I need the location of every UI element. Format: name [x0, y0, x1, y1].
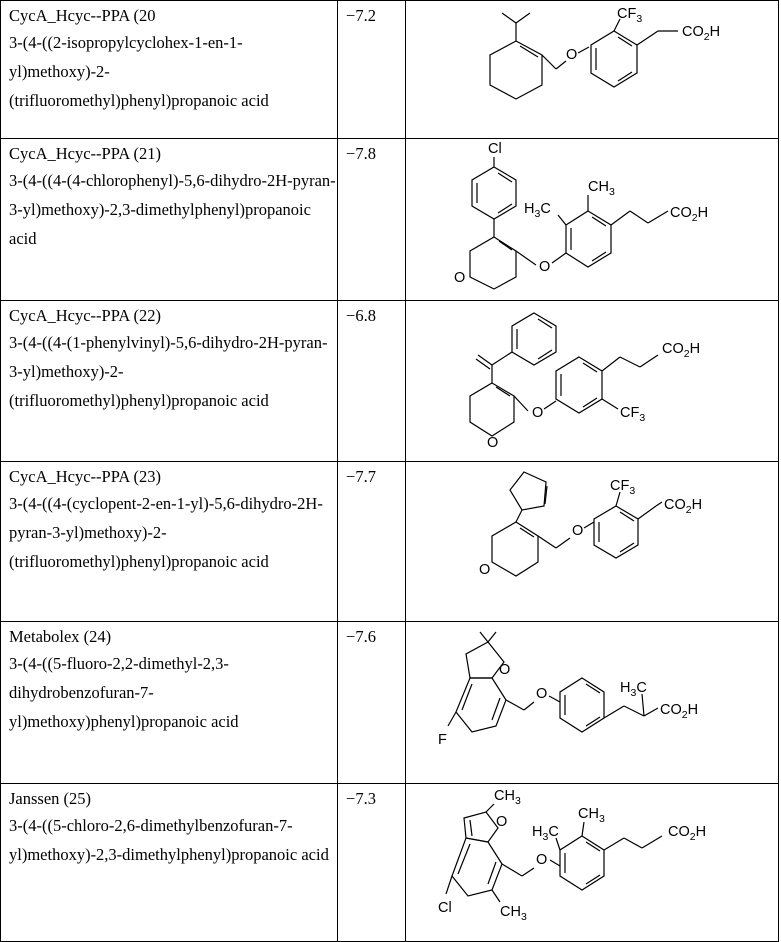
table-row	[1, 301, 779, 462]
compound-name-cell	[1, 784, 338, 942]
iupac-name: 3-(4-((4-(1-phenylvinyl)-5,6-dihydro-2H-pyran-3-yl)methoxy)-2-(trifluoromethyl)phenyl)propanoic acid	[9, 333, 328, 410]
atom-cf3: $CF_3$	[609, 478, 636, 497]
atom-h3c: $H_3C$	[619, 680, 647, 699]
structure-cell	[405, 139, 778, 301]
atom-o-ring: O	[486, 435, 499, 451]
structure-cell	[405, 1, 778, 139]
table-row	[1, 139, 779, 301]
docking-score: −6.8	[338, 301, 406, 462]
atom-o-ring: O	[478, 562, 491, 578]
atom-cf3: $CF_3$	[619, 405, 646, 424]
docking-score: −7.8	[338, 139, 406, 301]
structure-cell	[405, 462, 778, 622]
docking-score: −7.7	[338, 462, 406, 622]
compound-label: CycA_Hcyc--PPA (23)	[9, 467, 162, 486]
chemical-structure	[406, 139, 778, 299]
docking-score: −7.3	[338, 784, 406, 942]
atom-h3c: $H_3C$	[531, 824, 559, 843]
atom-f: F	[437, 732, 447, 748]
compound-label: Metabolex (24)	[9, 627, 112, 646]
compound-label: CycA_Hcyc--PPA (22)	[9, 306, 162, 325]
table-row	[1, 462, 779, 622]
structure-cell	[405, 301, 778, 462]
chemical-structure	[406, 784, 778, 940]
atom-o-ring: O	[498, 662, 511, 678]
iupac-name: 3-(4-((4-(cyclopent-2-en-1-yl)-5,6-dihydro-2H-pyran-3-yl)methoxy)-2-(trifluoromethyl)phenyl)propanoic acid	[9, 494, 323, 571]
atom-cf3: $CF_3$	[616, 6, 643, 25]
compound-name-cell	[1, 301, 338, 462]
table-row	[1, 784, 779, 942]
chemical-structure	[406, 462, 778, 620]
atom-o-ring: O	[495, 814, 508, 830]
atom-o-ether: O	[535, 852, 548, 868]
compound-label: CycA_Hcyc--PPA (21)	[9, 144, 162, 163]
compound-name-cell	[1, 1, 338, 139]
structure-cell	[405, 784, 778, 942]
structure-cell	[405, 622, 778, 784]
atom-ch3-top: $CH_3$	[493, 788, 521, 807]
atom-co2h: $CO_2H$	[681, 24, 721, 43]
atom-co2h: $CO_2H$	[667, 824, 707, 843]
atom-cl: Cl	[437, 900, 452, 916]
atom-co2h: $CO_2H$	[661, 341, 701, 360]
docking-score: −7.2	[338, 1, 406, 139]
atom-ch3: $CH_3$	[577, 806, 605, 825]
atom-o: O	[565, 47, 578, 63]
atom-ch3-bottom: $CH_3$	[499, 904, 527, 923]
atom-o-ether: O	[535, 686, 548, 702]
compound-name-cell	[1, 462, 338, 622]
compound-label: Janssen (25)	[9, 789, 92, 808]
iupac-name: 3-(4-((4-(4-chlorophenyl)-5,6-dihydro-2H-pyran-3-yl)methoxy)-2,3-dimethylphenyl)propanoic acid	[9, 171, 336, 248]
chemical-structure	[406, 301, 778, 460]
atom-o-ring: O	[453, 270, 466, 286]
atom-co2h: $CO_2H$	[659, 702, 699, 721]
atom-o-ether: O	[531, 405, 544, 421]
iupac-name: 3-(4-((2-isopropylcyclohex-1-en-1-yl)methoxy)-2-(trifluoromethyl)phenyl)propanoic acid	[9, 33, 269, 110]
iupac-name: 3-(4-((5-fluoro-2,2-dimethyl-2,3-dihydrobenzofuran-7-yl)methoxy)phenyl)propanoic acid	[9, 654, 239, 731]
atom-o-ether: O	[571, 523, 584, 539]
iupac-name: 3-(4-((5-chloro-2,6-dimethylbenzofuran-7-yl)methoxy)-2,3-dimethylphenyl)propanoic acid	[9, 816, 329, 864]
compound-label: CycA_Hcyc--PPA (20	[9, 6, 156, 25]
docking-score: −7.6	[338, 622, 406, 784]
atom-co2h: $CO_2H$	[663, 497, 703, 516]
table-row	[1, 622, 779, 784]
compound-name-cell	[1, 622, 338, 784]
atom-h3c: $H_3C$	[523, 201, 551, 220]
chemical-structure	[406, 622, 778, 782]
atom-co2h: $CO_2H$	[669, 205, 709, 224]
atom-o-ether: O	[538, 259, 551, 275]
atom-cl: Cl	[487, 141, 502, 157]
atom-ch3: $CH_3$	[587, 179, 615, 198]
table-row	[1, 1, 779, 139]
chemical-structure	[406, 1, 778, 137]
compound-name-cell	[1, 139, 338, 301]
